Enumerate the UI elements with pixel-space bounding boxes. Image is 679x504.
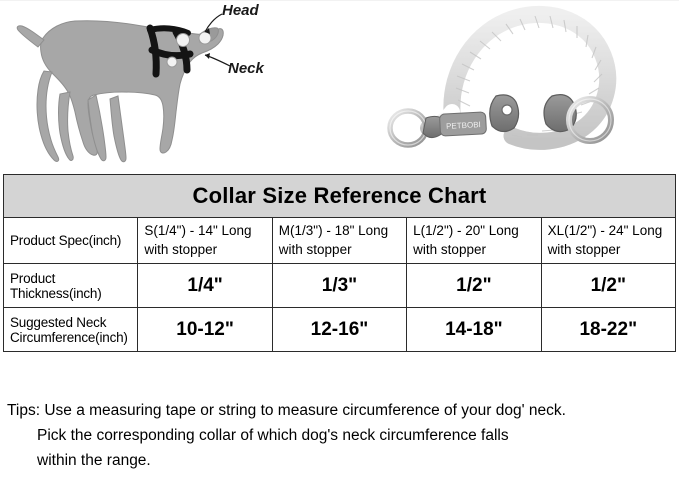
cell-thickness-l: 1/2" xyxy=(407,264,541,308)
column-header-small: S(1/4") - 14" Long with stopper xyxy=(138,218,272,264)
tips-block xyxy=(7,398,672,473)
label-head: Head xyxy=(222,2,259,19)
tips-line-3: within the range. xyxy=(37,452,151,470)
column-header-large: L(1/2") - 20" Long with stopper xyxy=(407,218,541,264)
column-header-product-spec: Product Spec(inch) xyxy=(4,218,138,264)
tips-line-1: Tips: Use a measuring tape or string to measure circumference of your dog' neck. xyxy=(7,402,566,419)
illustration-area xyxy=(0,0,679,172)
collar-ring-icon xyxy=(199,32,211,44)
tips-line-2: Pick the corresponding collar of which dog's neck circumference falls xyxy=(37,427,509,445)
cell-neck-m: 12-16" xyxy=(272,308,406,352)
size-chart-wrapper xyxy=(3,174,676,352)
label-neck: Neck xyxy=(228,60,264,77)
dog-diagram-panel xyxy=(0,0,300,172)
cell-thickness-xl: 1/2" xyxy=(541,264,675,308)
cell-neck-l: 14-18" xyxy=(407,308,541,352)
cell-thickness-m: 1/3" xyxy=(272,264,406,308)
leather-tab-hole-icon xyxy=(502,105,512,115)
collar-size-reference-table xyxy=(3,174,676,352)
cell-neck-xl: 18-22" xyxy=(541,308,675,352)
svg-text:PETBOBI: PETBOBI xyxy=(445,120,481,131)
column-header-medium: M(1/3") - 18" Long with stopper xyxy=(272,218,406,264)
collar-slider-icon xyxy=(167,57,177,67)
page-title: Collar Size Reference Chart xyxy=(4,175,676,218)
table-title-row xyxy=(4,175,676,218)
table-header-row xyxy=(4,218,676,264)
table-row xyxy=(4,264,676,308)
cell-thickness-s: 1/4" xyxy=(138,264,272,308)
table-row xyxy=(4,308,676,352)
collar-photo-panel xyxy=(300,0,679,172)
dog-wearing-collar-diagram xyxy=(0,0,300,172)
column-header-xlarge: XL(1/2") - 24" Long with stopper xyxy=(541,218,675,264)
row-label-neck-circumference: Suggested Neck Circumference(inch) xyxy=(4,308,138,352)
rope-slip-collar-photo xyxy=(300,0,679,172)
row-label-thickness: Product Thickness(inch) xyxy=(4,264,138,308)
cell-neck-s: 10-12" xyxy=(138,308,272,352)
collar-ring-icon xyxy=(177,34,190,47)
